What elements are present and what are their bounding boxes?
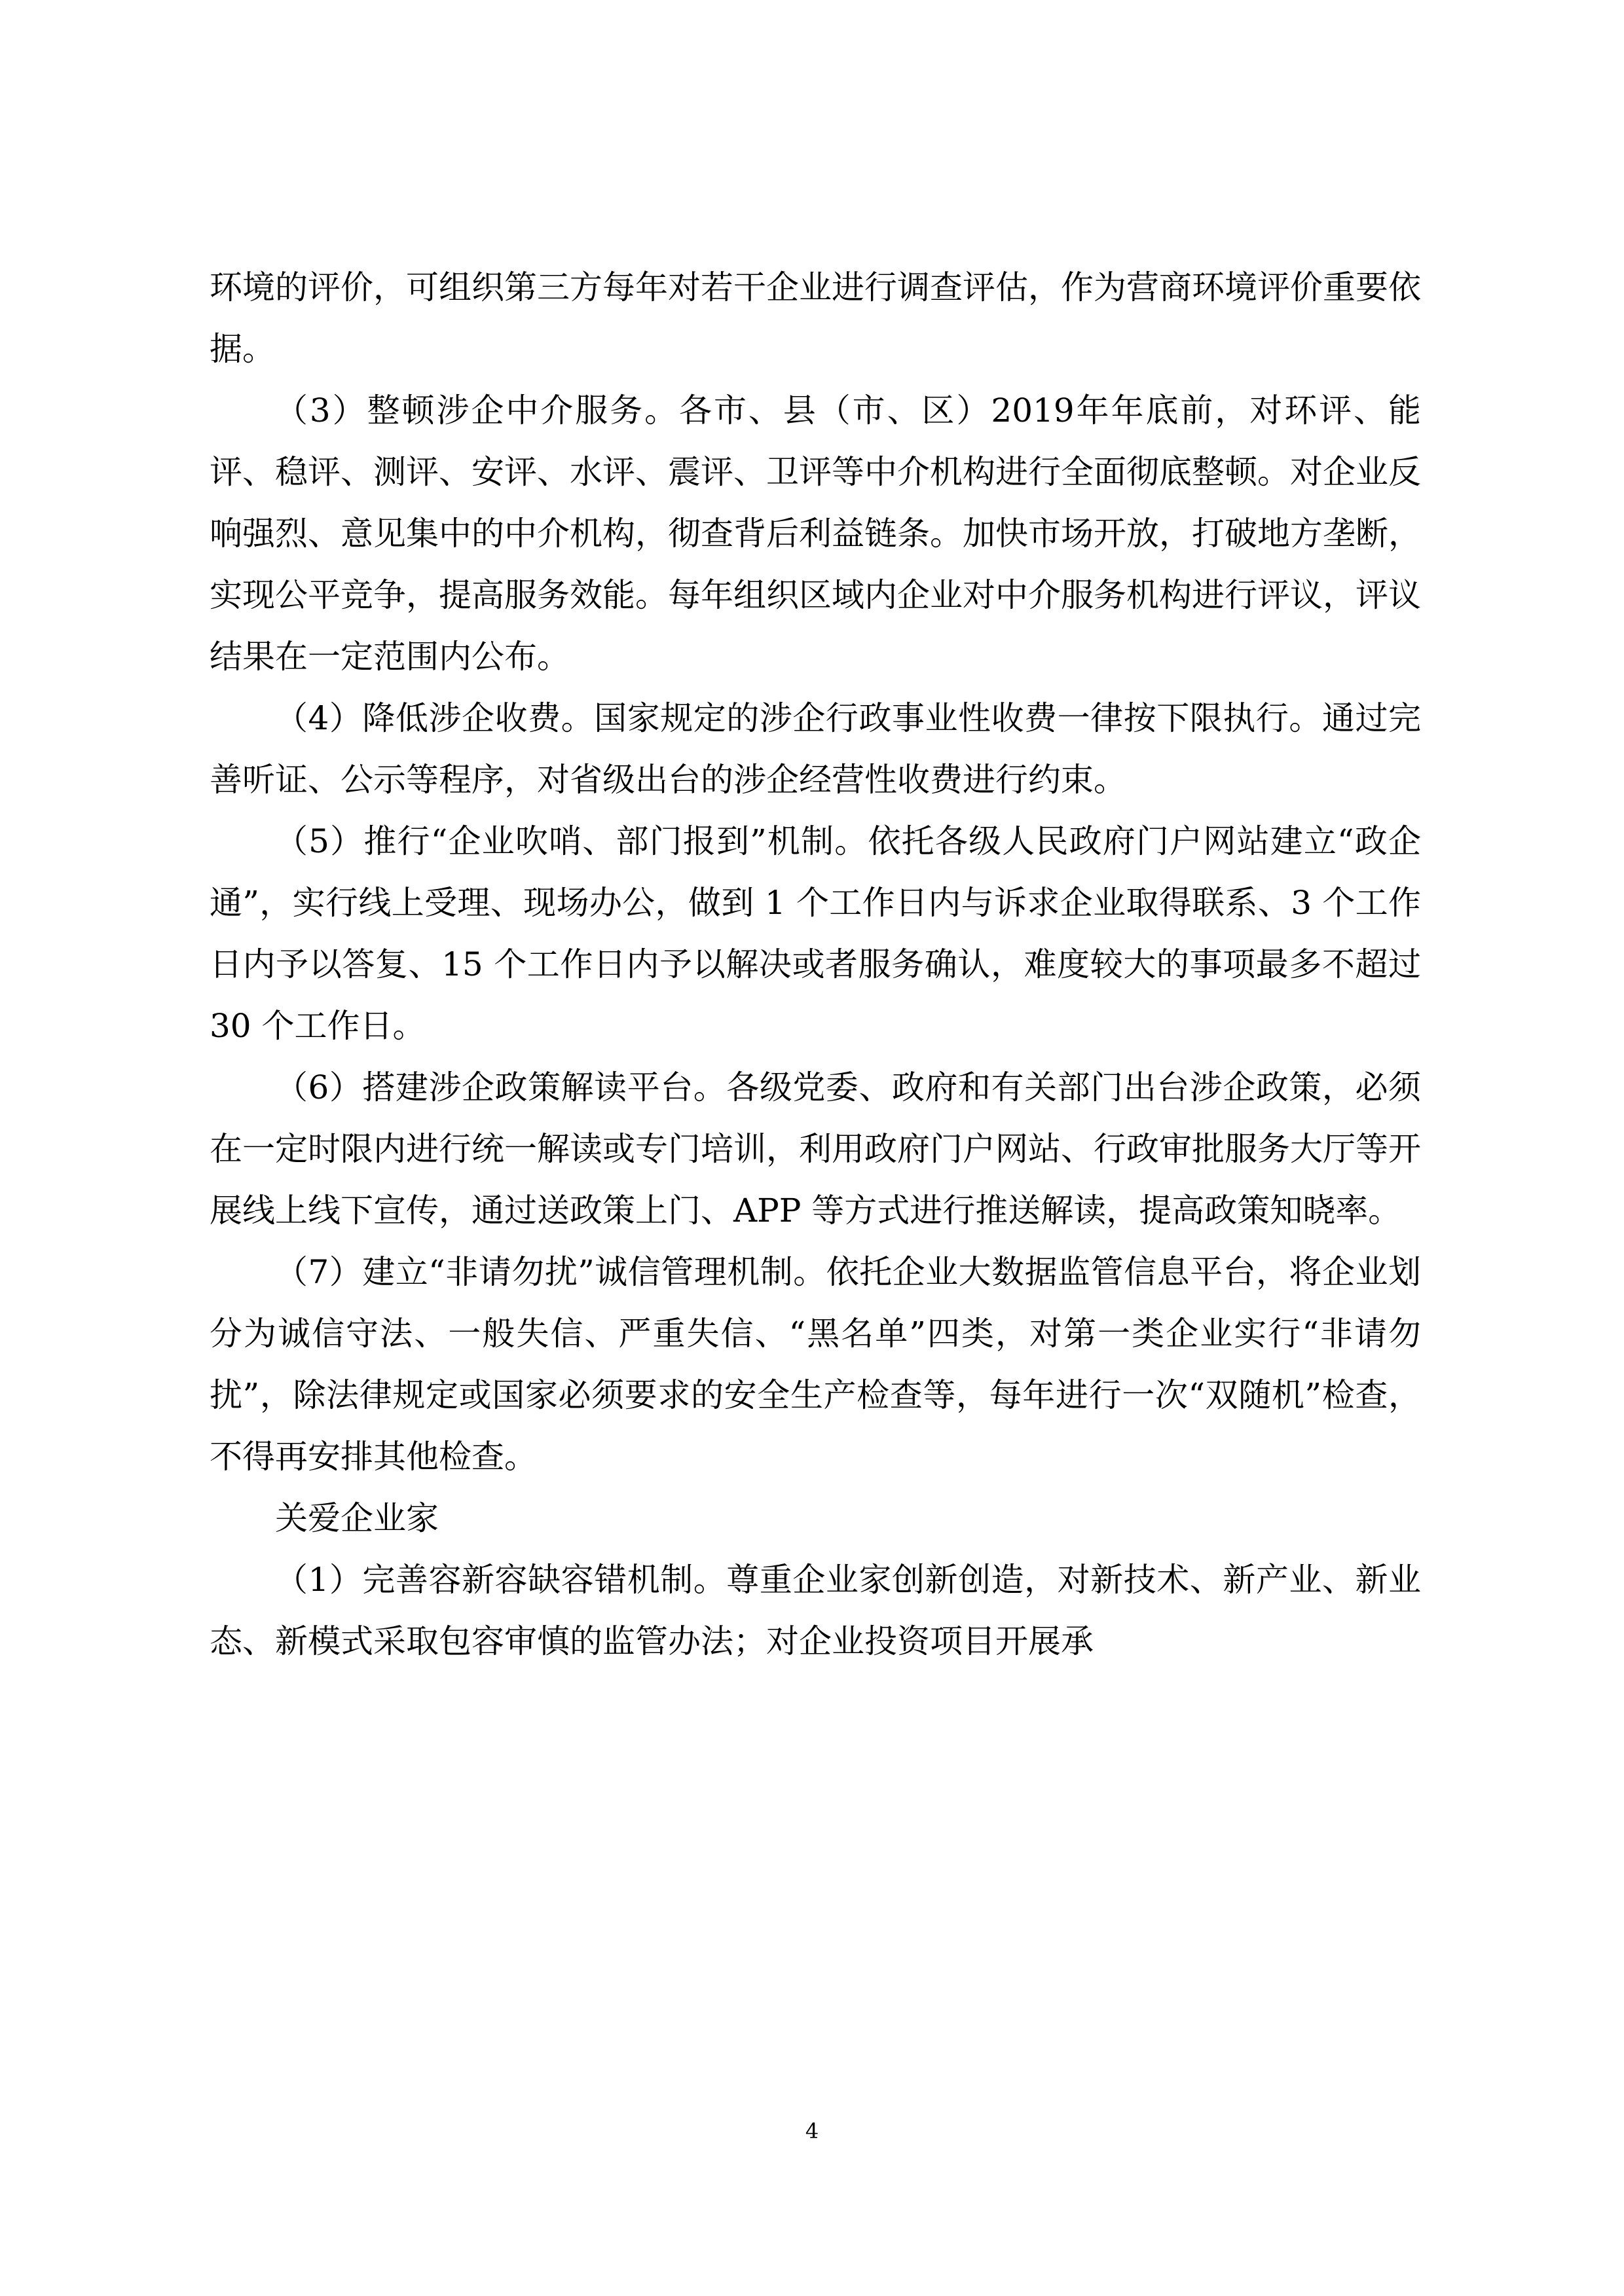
page-number: 4	[805, 2119, 819, 2143]
paragraph-7: （1）完善容新容缺容错机制。尊重企业家创新创造，对新技术、新产业、新业态、新模式采取包容审慎的监管办法；对企业投资项目开展承	[210, 1561, 1421, 1660]
paragraph-2: （3）整顿涉企中介服务。各市、县（市、区）2019年年底前，对环评、能评、稳评、测评、安评、水评、震评、卫评等中介机构进行全面彻底整顿。对企业反响强烈、意见集中的中介机构，彻查背后利益链条。加快市场开放，打破地方垄断，实现公平竞争，提高服务效能。每年组织区域内企业对中介服务机构进行评议，评议结果在一定范围内公布。	[210, 392, 1421, 676]
paragraph-6: （7）建立“非请勿扰”诚信管理机制。依托企业大数据监管信息平台，将企业划分为诚信守法、一般失信、严重失信、“黑名单”四类，对第一类企业实行“非请勿扰”，除法律规定或国家必须要求的安全生产检查等，每年进行一次“双随机”检查，不得再安排其他检查。	[210, 1253, 1421, 1476]
paragraph-3: （4）降低涉企收费。国家规定的涉企行政事业性收费一律按下限执行。通过完善听证、公示等程序，对省级出台的涉企经营性收费进行约束。	[210, 699, 1421, 799]
section-heading: 关爱企业家	[275, 1499, 439, 1537]
paragraph-4: （5）推行“企业吹哨、部门报到”机制。依托各级人民政府门户网站建立“政企通”，实行线上受理、现场办公，做到 1 个工作日内与诉求企业取得联系、3 个工作日内予以答复、15 个工作日内予以解决或者服务确认，难度较大的事项最多不超过 30 个工作日。	[210, 822, 1421, 1045]
document-body	[210, 257, 1421, 1672]
paragraph-1: 环境的评价，可组织第三方每年对若干企业进行调查评估，作为营商环境评价重要依据。	[210, 268, 1421, 368]
paragraph-5: （6）搭建涉企政策解读平台。各级党委、政府和有关部门出台涉企政策，必须在一定时限内进行统一解读或专门培训，利用政府门户网站、行政审批服务大厅等开展线上线下宣传，通过送政策上门、APP 等方式进行推送解读，提高政策知晓率。	[210, 1068, 1421, 1230]
